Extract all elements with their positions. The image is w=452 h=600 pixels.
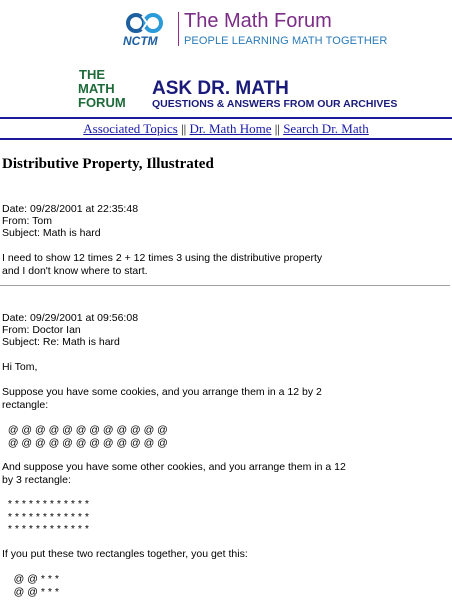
- message-2-paragraph: If you put these two rectangles together, you get this:: [2, 548, 248, 560]
- ask-dr-math-subtitle: QUESTIONS & ANSWERS FROM OUR ARCHIVES: [152, 98, 398, 110]
- nav-top-rule: [0, 117, 452, 119]
- cookie-grid-12x2: @ @ @ @ @ @ @ @ @ @ @ @ @ @ @ @ @ @ @ @ @ @ @ @: [7, 424, 168, 449]
- logo-divider: [178, 12, 179, 46]
- page-title: Distributive Property, Illustrated: [2, 156, 214, 172]
- message-2-paragraph: And suppose you have some other cookies, and you arrange them in a 12 by 3 rectangle:: [2, 461, 346, 486]
- nav-separator: ||: [274, 121, 280, 136]
- message-divider: [0, 285, 450, 286]
- nctm-wordmark: NCTM: [123, 34, 158, 48]
- nav-link-search-dr-math[interactable]: Search Dr. Math: [283, 121, 369, 136]
- message-2-date: Date: 09/29/2001 at 09:56:08: [2, 312, 139, 324]
- forum-logo-line: THE: [79, 67, 105, 82]
- forum-logo-line: FORUM: [78, 95, 126, 110]
- message-1-subject: Subject: Math is hard: [2, 227, 101, 239]
- math-forum-title: The Math Forum: [184, 10, 332, 32]
- message-2-from: From: Doctor Ian: [2, 324, 81, 336]
- cookie-grid-12x3: * * * * * * * * * * * * * * * * * * * * * * * * * * * * * * * * * * * *: [7, 498, 89, 535]
- nav-bar: [0, 121, 452, 137]
- message-1-body: I need to show 12 times 2 + 12 times 3 using the distributive property and I don't know where to start.: [2, 252, 323, 277]
- nav-link-associated-topics[interactable]: Associated Topics: [83, 121, 178, 136]
- cookie-grid-combined: @ @ * * * @ @ * * *: [13, 573, 59, 598]
- message-2-subject: Subject: Re: Math is hard: [2, 336, 120, 348]
- ask-dr-math-title: ASK DR. MATH: [152, 78, 289, 99]
- math-forum-tagline: PEOPLE LEARNING MATH TOGETHER: [184, 35, 388, 47]
- message-1-date: Date: 09/28/2001 at 22:35:48: [2, 203, 139, 215]
- message-2-greeting: Hi Tom,: [2, 361, 38, 373]
- message-1-from: From: Tom: [2, 215, 52, 227]
- nav-bottom-rule: [0, 138, 452, 140]
- nav-link-dr-math-home[interactable]: Dr. Math Home: [189, 121, 272, 136]
- message-2-paragraph: Suppose you have some cookies, and you arrange them in a 12 by 2 rectangle:: [2, 386, 322, 411]
- forum-logo-line: MATH: [78, 81, 115, 96]
- math-forum-logo: [78, 68, 142, 110]
- nav-separator: ||: [181, 121, 187, 136]
